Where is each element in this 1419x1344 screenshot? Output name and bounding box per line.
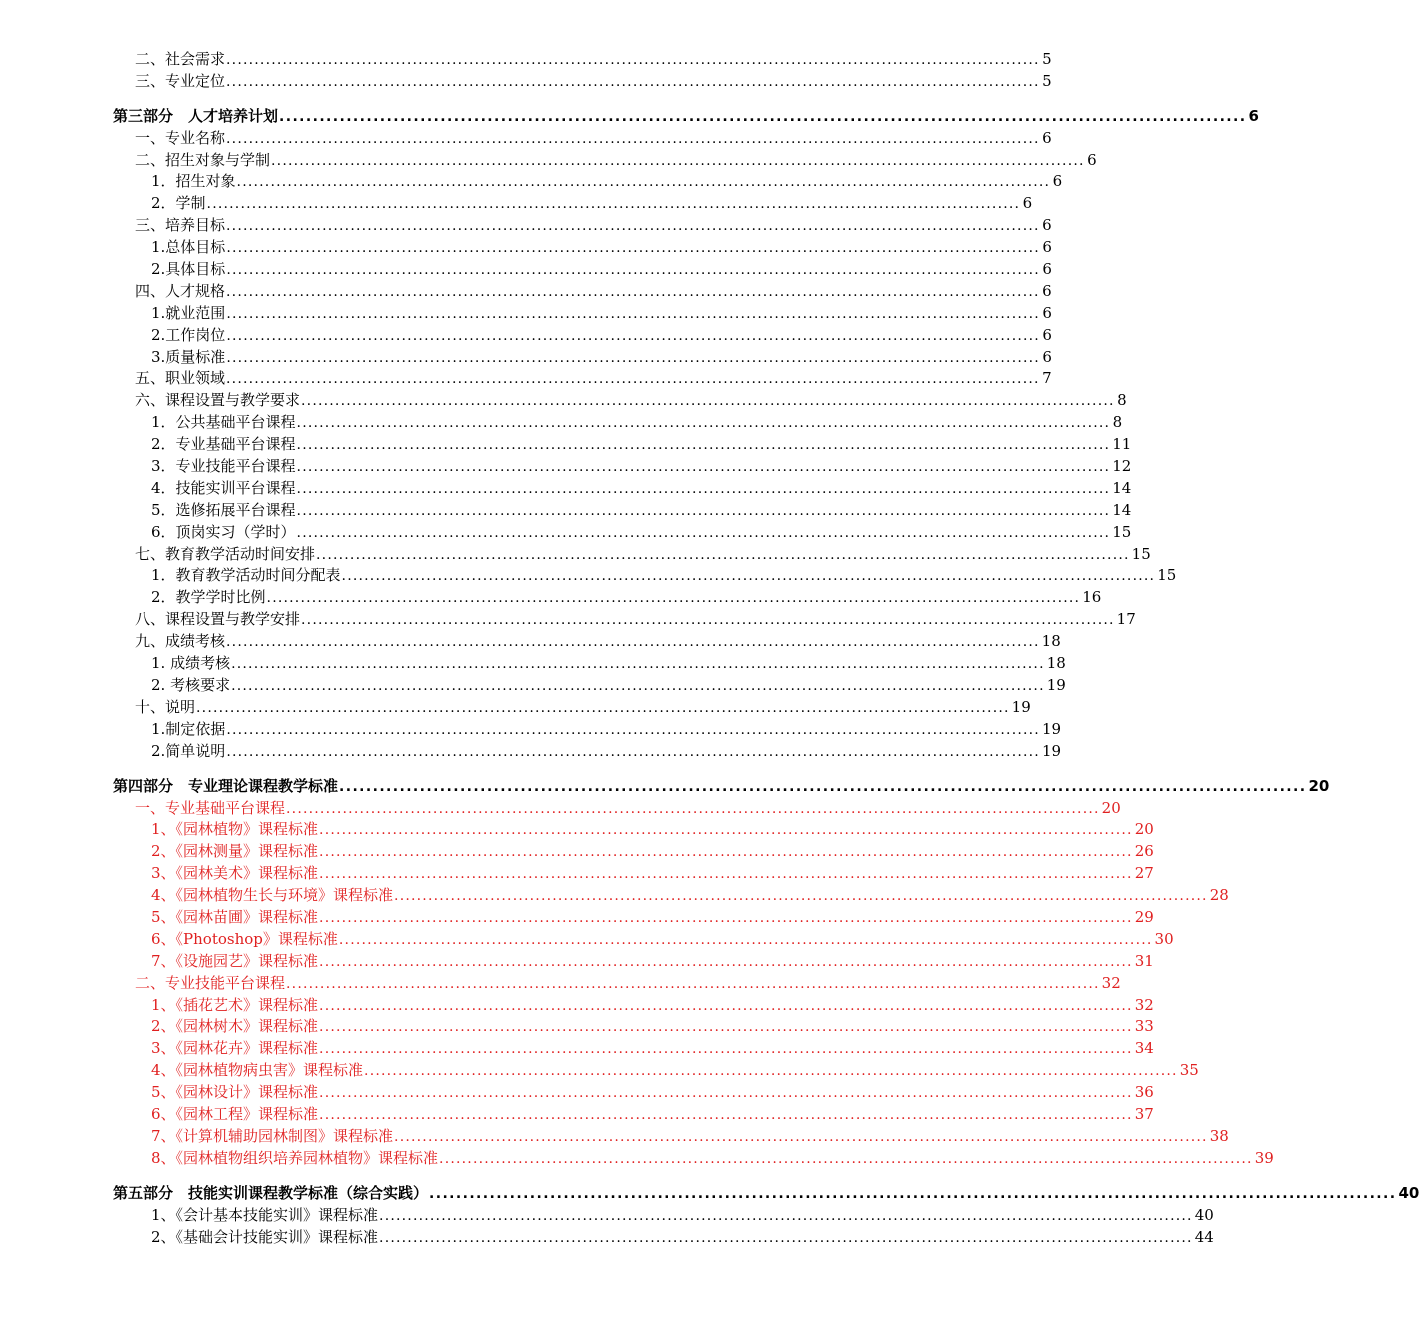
toc-entry[interactable]	[113, 322, 1052, 344]
toc-leader-dots: ................................................................................................................................................	[364, 1063, 1178, 1080]
toc-page-number: 7	[1042, 369, 1052, 388]
toc-entry[interactable]	[113, 1101, 1154, 1123]
toc-page-number: 6	[1042, 128, 1052, 147]
toc-entry[interactable]	[113, 344, 1052, 366]
toc-page-number: 37	[1134, 1104, 1154, 1123]
toc-entry[interactable]	[113, 860, 1154, 883]
toc-leader-dots: ................................................................................................................................................	[319, 953, 1133, 970]
toc-leader-dots: ................................................................................................................................................	[226, 371, 1040, 388]
toc-page-number: 36	[1134, 1083, 1154, 1102]
toc-entry[interactable]	[113, 234, 1052, 257]
toc-page-number: 19	[1046, 675, 1066, 694]
toc-page-number: 6	[1052, 172, 1063, 191]
toc-entry[interactable]	[113, 1178, 1419, 1202]
toc-entry-title: 3.质量标准	[151, 347, 226, 366]
toc-entry[interactable]	[113, 387, 1127, 410]
toc-leader-dots: ................................................................................................................................................	[394, 1128, 1208, 1145]
toc-leader-dots: ................................................................................................................................................	[341, 568, 1156, 585]
toc-entry[interactable]	[113, 541, 1151, 563]
toc-entry-title: 2、《园林树木》课程标准	[151, 1017, 319, 1036]
toc-page-number: 16	[1082, 588, 1102, 607]
toc-entry[interactable]	[113, 101, 1259, 125]
toc-entry-title: 三、培养目标	[135, 216, 226, 235]
toc-entry[interactable]	[113, 716, 1062, 738]
toc-entry[interactable]	[113, 1224, 1214, 1246]
toc-leader-dots: ................................................................................................................................................	[296, 502, 1111, 519]
toc-entry-title: 一、专业基础平台课程	[135, 798, 286, 817]
toc-entry-title: 1．公共基础平台课程	[151, 413, 296, 432]
toc-page-number: 38	[1209, 1126, 1229, 1145]
toc-entry-title: 2.简单说明	[151, 741, 226, 760]
toc-page-number: 18	[1041, 632, 1061, 651]
toc-leader-dots: ................................................................................................................................................	[316, 546, 1130, 563]
toc-entry-title: 第三部分 人才培养计划	[113, 106, 279, 125]
toc-page-number: 14	[1112, 478, 1132, 497]
toc-entry[interactable]	[113, 1202, 1214, 1224]
toc-entry-title: 5．选修拓展平台课程	[151, 500, 296, 519]
toc-page-number: 20	[1308, 776, 1330, 795]
toc-page-number: 40	[1194, 1205, 1214, 1224]
toc-leader-dots: ................................................................................................................................................	[296, 415, 1111, 432]
toc-entry[interactable]	[113, 169, 1063, 191]
toc-leader-dots: ................................................................................................................................................	[319, 866, 1133, 883]
toc-entry-title: 2、《园林测量》课程标准	[151, 842, 319, 861]
toc-entry[interactable]	[113, 882, 1229, 905]
toc-page-number: 8	[1112, 413, 1123, 432]
toc-entry-title: 1.总体目标	[151, 238, 226, 257]
toc-leader-dots: ................................................................................................................................................	[226, 721, 1040, 738]
toc-leader-dots: ................................................................................................................................................	[271, 152, 1085, 169]
toc-page-number: 6	[1042, 260, 1052, 279]
toc-leader-dots: ................................................................................................................................................	[226, 51, 1040, 68]
toc-leader-dots: ................................................................................................................................................	[319, 1085, 1133, 1102]
toc-leader-dots: ................................................................................................................................................	[379, 1207, 1193, 1224]
toc-leader-dots: ................................................................................................................................................	[196, 699, 1010, 716]
toc-page-number: 15	[1157, 566, 1177, 585]
toc-entry[interactable]	[113, 584, 1102, 607]
toc-page-number: 6	[1042, 216, 1052, 235]
toc-entry[interactable]	[113, 519, 1132, 541]
toc-leader-dots: ................................................................................................................................................	[226, 283, 1040, 300]
toc-entry-title: 四、人才规格	[135, 281, 226, 300]
toc-entry-title: 第五部分 技能实训课程教学标准（综合实践）	[113, 1183, 429, 1202]
toc-entry[interactable]	[113, 926, 1174, 948]
toc-page-number: 17	[1116, 610, 1136, 629]
toc-entry[interactable]	[113, 838, 1154, 861]
toc-leader-dots: ................................................................................................................................................	[296, 459, 1111, 476]
toc-page-number: 19	[1041, 719, 1062, 738]
toc-entry[interactable]	[113, 366, 1052, 388]
toc-entry-title: 十、说明	[135, 697, 196, 716]
toc-page-number: 6	[1042, 303, 1052, 322]
toc-entry-title: 第四部分 专业理论课程教学标准	[113, 776, 339, 795]
toc-leader-dots: ................................................................................................................................................	[226, 349, 1040, 366]
table-of-contents	[113, 46, 1419, 1246]
toc-entry[interactable]	[113, 795, 1121, 817]
toc-page-number: 19	[1041, 741, 1062, 760]
toc-leader-dots: ................................................................................................................................................	[266, 590, 1081, 607]
toc-leader-dots: ................................................................................................................................................	[236, 174, 1051, 191]
toc-leader-dots: ................................................................................................................................................	[296, 437, 1111, 454]
toc-leader-dots: ................................................................................................................................................	[226, 73, 1040, 90]
toc-leader-dots: ................................................................................................................................................	[394, 888, 1208, 905]
toc-leader-dots: ................................................................................................................................................	[338, 931, 1153, 948]
toc-leader-dots: ................................................................................................................................................	[319, 1041, 1133, 1058]
toc-page-number: 20	[1134, 820, 1154, 839]
toc-entry[interactable]	[113, 46, 1052, 68]
toc-entry[interactable]	[113, 125, 1052, 147]
toc-page-number: 27	[1134, 864, 1154, 883]
toc-entry-title: 4、《园林植物病虫害》课程标准	[151, 1061, 364, 1080]
toc-entry-title: 五、职业领域	[135, 369, 226, 388]
toc-leader-dots: ................................................................................................................................................	[231, 656, 1045, 673]
toc-entry[interactable]	[113, 992, 1154, 1014]
toc-entry[interactable]	[113, 1035, 1154, 1058]
toc-entry[interactable]	[113, 1145, 1274, 1167]
toc-leader-dots: ................................................................................................................................................	[339, 778, 1307, 795]
toc-page-number: 34	[1134, 1039, 1154, 1058]
toc-entry[interactable]	[113, 628, 1061, 651]
toc-entry-title: 1、《园林植物》课程标准	[151, 820, 319, 839]
toc-page-number: 35	[1179, 1061, 1199, 1080]
toc-entry[interactable]	[113, 817, 1154, 839]
toc-entry-title: 1、《会计基本技能实训》课程标准	[151, 1205, 379, 1224]
toc-leader-dots: ................................................................................................................................................	[286, 800, 1100, 817]
toc-entry-title: 8、《园林植物组织培养园林植物》课程标准	[151, 1148, 439, 1167]
toc-entry[interactable]	[113, 278, 1052, 300]
toc-leader-dots: ................................................................................................................................................	[319, 1106, 1133, 1123]
toc-entry[interactable]	[113, 453, 1132, 476]
toc-entry[interactable]	[113, 1014, 1154, 1036]
toc-entry-title: 5、《园林苗圃》课程标准	[151, 907, 319, 926]
toc-entry[interactable]	[113, 672, 1066, 694]
toc-entry[interactable]	[113, 68, 1052, 90]
toc-entry-title: 2．学制	[151, 194, 206, 213]
toc-page-number: 18	[1046, 654, 1066, 673]
toc-entry-title: 二、招生对象与学制	[135, 150, 271, 169]
toc-leader-dots: ................................................................................................................................................	[226, 634, 1040, 651]
toc-entry-title: 7、《计算机辅助园林制图》课程标准	[151, 1126, 394, 1145]
toc-entry-title: 2．专业基础平台课程	[151, 435, 296, 454]
toc-entry-title: 1．招生对象	[151, 172, 236, 191]
toc-leader-dots: ................................................................................................................................................	[226, 262, 1040, 279]
toc-page-number: 29	[1134, 907, 1154, 926]
toc-entry[interactable]	[113, 948, 1154, 970]
toc-entry[interactable]	[113, 904, 1154, 926]
toc-leader-dots: ................................................................................................................................................	[286, 975, 1100, 992]
toc-leader-dots: ................................................................................................................................................	[226, 327, 1040, 344]
toc-leader-dots: ................................................................................................................................................	[379, 1229, 1193, 1246]
toc-entry-title: 4、《园林植物生长与环境》课程标准	[151, 886, 394, 905]
toc-entry-title: 4．技能实训平台课程	[151, 478, 296, 497]
toc-page-number: 5	[1042, 71, 1052, 90]
toc-entry[interactable]	[113, 1057, 1199, 1080]
toc-entry-title: 6、《园林工程》课程标准	[151, 1104, 319, 1123]
toc-page-number: 26	[1134, 842, 1154, 861]
toc-page-number: 14	[1112, 500, 1132, 519]
toc-entry-title: 八、课程设置与教学安排	[135, 610, 301, 629]
toc-page-number: 19	[1011, 697, 1031, 716]
toc-entry-title: 1.就业范围	[151, 303, 226, 322]
toc-leader-dots: ................................................................................................................................................	[279, 108, 1247, 125]
toc-page-number: 6	[1042, 325, 1052, 344]
toc-entry[interactable]	[113, 212, 1052, 235]
toc-page-number: 15	[1112, 522, 1132, 541]
toc-entry[interactable]	[113, 256, 1052, 279]
toc-entry-title: 三、专业定位	[135, 71, 226, 90]
toc-entry-title: 3、《园林花卉》课程标准	[151, 1039, 319, 1058]
toc-leader-dots: ................................................................................................................................................	[296, 524, 1111, 541]
toc-entry-title: 3．专业技能平台课程	[151, 457, 296, 476]
toc-leader-dots: ................................................................................................................................................	[226, 305, 1040, 322]
toc-page-number: 40	[1398, 1183, 1419, 1202]
toc-leader-dots: ................................................................................................................................................	[301, 612, 1115, 629]
toc-entry-title: 二、社会需求	[135, 49, 226, 68]
toc-leader-dots: ................................................................................................................................................	[226, 130, 1040, 147]
toc-page-number: 32	[1134, 995, 1154, 1014]
toc-page-number: 8	[1117, 391, 1127, 410]
toc-entry-title: 二、专业技能平台课程	[135, 973, 286, 992]
toc-page-number: 6	[1042, 281, 1052, 300]
toc-entry-title: 1．教育教学活动时间分配表	[151, 566, 341, 585]
toc-entry[interactable]	[113, 147, 1097, 169]
toc-entry-title: 2、《基础会计技能实训》课程标准	[151, 1227, 379, 1246]
toc-entry[interactable]	[113, 431, 1132, 454]
toc-entry-title: 5、《园林设计》课程标准	[151, 1083, 319, 1102]
toc-page-number: 39	[1254, 1148, 1274, 1167]
toc-entry-title: 7、《设施园艺》课程标准	[151, 951, 319, 970]
toc-page-number: 44	[1194, 1227, 1214, 1246]
toc-page-number: 6	[1248, 106, 1259, 125]
toc-entry[interactable]	[113, 738, 1062, 760]
toc-leader-dots: ................................................................................................................................................	[301, 393, 1115, 410]
toc-page-number: 11	[1112, 435, 1132, 454]
toc-leader-dots: ................................................................................................................................................	[319, 909, 1133, 926]
toc-entry[interactable]	[113, 497, 1132, 519]
toc-entry-title: 六、课程设置与教学要求	[135, 391, 301, 410]
toc-page-number: 6	[1042, 347, 1052, 366]
toc-leader-dots: ................................................................................................................................................	[231, 677, 1045, 694]
toc-leader-dots: ................................................................................................................................................	[226, 218, 1040, 235]
toc-page-number: 30	[1154, 929, 1174, 948]
toc-page-number: 5	[1042, 49, 1052, 68]
toc-leader-dots: ................................................................................................................................................	[206, 196, 1021, 213]
toc-page-number: 15	[1131, 544, 1151, 563]
toc-entry-title: 2．教学学时比例	[151, 588, 266, 607]
toc-entry-title: 九、成绩考核	[135, 632, 226, 651]
toc-leader-dots: ................................................................................................................................................	[439, 1150, 1253, 1167]
toc-page-number: 6	[1087, 150, 1097, 169]
toc-page-number: 6	[1042, 238, 1052, 257]
toc-leader-dots: ................................................................................................................................................	[319, 822, 1133, 839]
toc-entry[interactable]	[113, 606, 1136, 629]
toc-leader-dots: ................................................................................................................................................	[226, 743, 1040, 760]
toc-page-number: 33	[1134, 1017, 1154, 1036]
toc-entry[interactable]	[113, 1079, 1154, 1102]
toc-entry-title: 1、《插花艺术》课程标准	[151, 995, 319, 1014]
toc-page-number: 32	[1101, 973, 1121, 992]
toc-entry[interactable]	[113, 1123, 1229, 1145]
toc-entry-title: 2.工作岗位	[151, 325, 226, 344]
toc-page-number: 12	[1112, 457, 1132, 476]
toc-entry-title: 6、《Photoshop》课程标准	[151, 929, 338, 948]
toc-entry-title: 一、专业名称	[135, 128, 226, 147]
toc-entry[interactable]	[113, 650, 1066, 673]
toc-entry[interactable]	[113, 300, 1052, 322]
toc-entry-title: 1.制定依据	[151, 719, 226, 738]
toc-leader-dots: ................................................................................................................................................	[319, 844, 1133, 861]
toc-entry-title: 2. 考核要求	[151, 675, 231, 694]
toc-page-number: 20	[1101, 798, 1121, 817]
toc-leader-dots: ................................................................................................................................................	[429, 1185, 1397, 1202]
toc-entry-title: 七、教育教学活动时间安排	[135, 544, 316, 563]
toc-page-number: 6	[1022, 194, 1033, 213]
toc-entry[interactable]	[113, 694, 1031, 716]
toc-page-number: 31	[1134, 951, 1154, 970]
toc-page-number: 28	[1209, 886, 1229, 905]
toc-entry-title: 1. 成绩考核	[151, 654, 231, 673]
toc-entry-title: 2.具体目标	[151, 260, 226, 279]
toc-entry[interactable]	[113, 190, 1033, 213]
toc-leader-dots: ................................................................................................................................................	[319, 997, 1133, 1014]
toc-entry-title: 3、《园林美术》课程标准	[151, 864, 319, 883]
toc-leader-dots: ................................................................................................................................................	[319, 1019, 1133, 1036]
toc-entry[interactable]	[113, 563, 1177, 585]
toc-entry[interactable]	[113, 475, 1132, 497]
toc-entry-title: 6．顶岗实习（学时）	[151, 522, 296, 541]
toc-leader-dots: ................................................................................................................................................	[296, 480, 1111, 497]
toc-entry[interactable]	[113, 771, 1330, 795]
toc-entry[interactable]	[113, 970, 1121, 992]
toc-leader-dots: ................................................................................................................................................	[226, 240, 1040, 257]
toc-entry[interactable]	[113, 409, 1123, 432]
